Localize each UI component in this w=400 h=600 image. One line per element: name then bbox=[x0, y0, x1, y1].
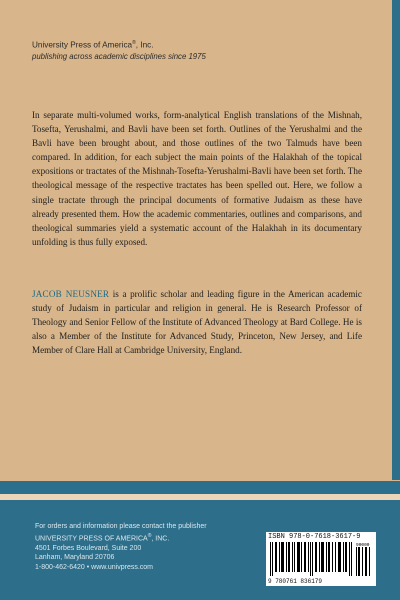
author-bio: is a prolific scholar and leading figure in the American academic study of Judaism in particular and religion in general. He is Research Professor of Theology and Senior Fellow of the Institute of Advanced Theology at Bard College. He is also a Member of the Institute for Advanced Study, Princeton, New Jersey, and Life Member of Clare Hall at Cambridge University, England. bbox=[32, 289, 362, 356]
publisher-suffix: , Inc. bbox=[135, 40, 154, 50]
order-publisher-suffix: , INC. bbox=[151, 534, 170, 542]
author-paragraph bbox=[32, 287, 362, 357]
barcode-addon-code: 90000 bbox=[356, 543, 370, 548]
publisher-name: University Press of America bbox=[32, 40, 133, 50]
order-info-line-1: For orders and information please contact the publisher bbox=[35, 523, 207, 530]
publisher-tagline: publishing across academic disciplines since 1975 bbox=[32, 51, 206, 61]
author-name: JACOB NEUSNER bbox=[32, 289, 110, 299]
description-paragraph: In separate multi-volumed works, form-analytical English translations of the Mishnah, Tosefta, Yerushalmi, and Bavli have been set forth. Outlines of the Yerushalmi and the Bavli have been brought about, and those outlines of the two Talmuds have been compared. In addition, for each subject the main points of the Halakhah of the topical expositions or tractates of the Mishnah-Tosefta-Yerushalmi-Bavli have been set forth. The theological message of the respective tractates has been spelled out. Here, we follow a single tractate through the principal documents of formative Judaism as these have already presented them. How the academic commentaries, outlines and comparisons, and theological summaries yield a systematic account of the Halakhah in its documentary unfolding is thus fully exposed. bbox=[32, 110, 362, 247]
order-info-contact: 1-800-462-6420 • www.univpress.com bbox=[35, 563, 154, 571]
publisher-name-line bbox=[32, 38, 362, 51]
publisher-mark: ® bbox=[132, 40, 136, 46]
barcode-number: 9 780761 836179 bbox=[268, 578, 323, 585]
order-info-city: Lanham, Maryland 20706 bbox=[35, 554, 115, 562]
order-information bbox=[35, 522, 240, 572]
cover-right-stripe bbox=[392, 0, 400, 480]
isbn-text: ISBN 978-0-7618-3617-9 bbox=[268, 533, 361, 541]
order-publisher-name: UNIVERSITY PRESS OF AMERICA bbox=[35, 534, 148, 542]
cover-divider-band bbox=[0, 481, 400, 494]
publisher-block bbox=[32, 38, 362, 62]
order-publisher-mark: ® bbox=[147, 532, 152, 539]
order-info-address: 4501 Forbes Boulevard, Suite 200 bbox=[35, 544, 142, 552]
isbn-barcode-box bbox=[266, 532, 376, 586]
order-info-line-2 bbox=[35, 532, 240, 544]
barcode-graphic bbox=[268, 542, 374, 580]
